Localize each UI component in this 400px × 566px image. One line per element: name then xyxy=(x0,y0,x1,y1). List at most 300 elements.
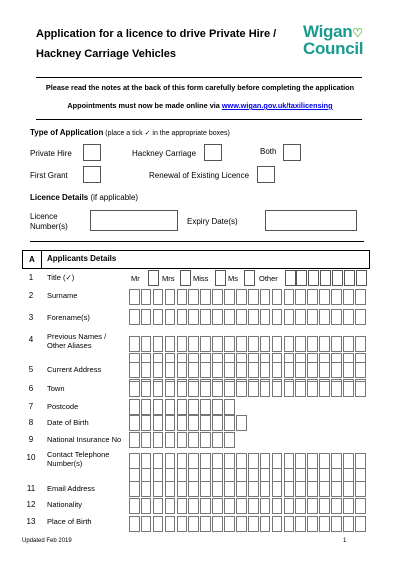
character-box[interactable] xyxy=(307,498,318,514)
character-box[interactable] xyxy=(200,381,211,397)
character-box[interactable] xyxy=(272,498,283,514)
row-number: 5 xyxy=(28,365,34,374)
licence-number-label xyxy=(30,212,68,232)
character-box[interactable] xyxy=(295,289,306,305)
character-box[interactable] xyxy=(188,415,199,431)
character-box[interactable] xyxy=(200,362,211,378)
title-tick-box[interactable] xyxy=(285,270,296,286)
character-box[interactable] xyxy=(165,516,176,532)
character-box[interactable] xyxy=(355,289,366,305)
form-title xyxy=(36,24,296,64)
notes-line2-text: Appointments must now be made online via xyxy=(67,101,222,110)
logo-text-council: Council xyxy=(303,39,364,58)
title-option-mr: Mr xyxy=(131,274,140,283)
divider xyxy=(30,241,364,242)
character-box[interactable] xyxy=(248,309,259,325)
character-box[interactable] xyxy=(284,516,295,532)
row-label-postcode: Postcode xyxy=(47,402,79,411)
row-label-email: Email Address xyxy=(47,484,95,493)
character-box[interactable] xyxy=(224,289,235,305)
character-box[interactable] xyxy=(319,381,330,397)
character-box[interactable] xyxy=(355,453,366,469)
row-label-title: Title (✓) xyxy=(47,273,75,282)
character-box[interactable] xyxy=(212,432,223,448)
form-title-line2: Hackney Carriage Vehicles xyxy=(36,48,177,60)
character-box[interactable] xyxy=(295,516,306,532)
character-box[interactable] xyxy=(212,453,223,469)
character-box[interactable] xyxy=(260,453,271,469)
character-box[interactable] xyxy=(284,498,295,514)
character-box[interactable] xyxy=(165,309,176,325)
row-number: 8 xyxy=(28,418,34,427)
character-box[interactable] xyxy=(343,309,354,325)
character-box[interactable] xyxy=(177,336,188,352)
previous-names-field[interactable] xyxy=(129,336,367,352)
character-box[interactable] xyxy=(236,289,247,305)
character-box[interactable] xyxy=(153,289,164,305)
character-box[interactable] xyxy=(224,381,235,397)
character-box[interactable] xyxy=(153,516,164,532)
title-tick-box[interactable] xyxy=(180,270,191,286)
character-box[interactable] xyxy=(343,516,354,532)
character-box[interactable] xyxy=(295,481,306,497)
character-box[interactable] xyxy=(129,432,140,448)
character-box[interactable] xyxy=(188,309,199,325)
character-box[interactable] xyxy=(153,498,164,514)
character-box[interactable] xyxy=(284,481,295,497)
character-box[interactable] xyxy=(284,336,295,352)
character-box[interactable] xyxy=(165,453,176,469)
character-box[interactable] xyxy=(129,498,140,514)
character-box[interactable] xyxy=(319,453,330,469)
row-label-surname: Surname xyxy=(47,291,78,300)
updated-date: Updated Feb 2019 xyxy=(22,538,72,544)
ni-number-field[interactable] xyxy=(129,432,236,448)
character-box[interactable] xyxy=(188,432,199,448)
character-box[interactable] xyxy=(141,415,152,431)
row-label-forenames: Forename(s) xyxy=(47,313,90,322)
character-box[interactable] xyxy=(295,381,306,397)
character-box[interactable] xyxy=(260,381,271,397)
character-box[interactable] xyxy=(307,362,318,378)
title-tick-box[interactable] xyxy=(296,270,307,286)
character-box[interactable] xyxy=(141,336,152,352)
character-box[interactable] xyxy=(224,399,235,415)
postcode-field[interactable] xyxy=(129,399,236,415)
character-box[interactable] xyxy=(343,289,354,305)
character-box[interactable] xyxy=(153,481,164,497)
character-box[interactable] xyxy=(248,362,259,378)
character-box[interactable] xyxy=(355,381,366,397)
character-box[interactable] xyxy=(248,289,259,305)
row-label-telephone: Contact Telephone Number(s) xyxy=(47,450,110,468)
character-box[interactable] xyxy=(188,453,199,469)
character-box[interactable] xyxy=(319,362,330,378)
character-box[interactable] xyxy=(284,362,295,378)
row-label-place-of-birth: Place of Birth xyxy=(47,517,92,526)
character-box[interactable] xyxy=(331,362,342,378)
character-box[interactable] xyxy=(319,516,330,532)
character-box[interactable] xyxy=(260,481,271,497)
character-box[interactable] xyxy=(272,336,283,352)
character-box[interactable] xyxy=(141,498,152,514)
character-box[interactable] xyxy=(188,381,199,397)
character-box[interactable] xyxy=(129,399,140,415)
character-box[interactable] xyxy=(212,336,223,352)
renewal-checkbox[interactable] xyxy=(257,166,275,183)
character-box[interactable] xyxy=(165,362,176,378)
character-box[interactable] xyxy=(165,381,176,397)
character-box[interactable] xyxy=(200,399,211,415)
licence-details-heading xyxy=(30,193,138,202)
application-type-heading xyxy=(30,128,230,137)
character-box[interactable] xyxy=(236,453,247,469)
character-box[interactable] xyxy=(212,415,223,431)
character-box[interactable] xyxy=(200,415,211,431)
hackney-checkbox[interactable] xyxy=(204,144,222,161)
character-box[interactable] xyxy=(177,289,188,305)
private-hire-checkbox[interactable] xyxy=(83,144,101,161)
first-grant-checkbox[interactable] xyxy=(83,166,101,183)
character-box[interactable] xyxy=(355,516,366,532)
character-box[interactable] xyxy=(177,432,188,448)
row-label-date-of-birth: Date of Birth xyxy=(47,418,89,427)
surname-field[interactable] xyxy=(129,289,367,305)
character-box[interactable] xyxy=(153,399,164,415)
character-box[interactable] xyxy=(200,309,211,325)
taxi-licensing-link[interactable]: www.wigan.gov.uk/taxilicensing xyxy=(221,101,333,110)
character-box[interactable] xyxy=(331,336,342,352)
title-tick-box[interactable] xyxy=(148,270,159,286)
title-tick-box[interactable] xyxy=(215,270,226,286)
character-box[interactable] xyxy=(319,481,330,497)
licence-number-label-1: Licence xyxy=(30,212,58,221)
character-box[interactable] xyxy=(212,289,223,305)
character-box[interactable] xyxy=(260,336,271,352)
character-box[interactable] xyxy=(260,516,271,532)
character-box[interactable] xyxy=(307,516,318,532)
character-box[interactable] xyxy=(129,309,140,325)
character-box[interactable] xyxy=(188,516,199,532)
character-box[interactable] xyxy=(141,309,152,325)
character-box[interactable] xyxy=(343,381,354,397)
both-label: Both xyxy=(260,147,277,156)
character-box[interactable] xyxy=(224,498,235,514)
character-box[interactable] xyxy=(177,498,188,514)
divider xyxy=(36,77,362,78)
character-box[interactable] xyxy=(236,481,247,497)
character-box[interactable] xyxy=(307,381,318,397)
character-box[interactable] xyxy=(177,415,188,431)
character-box[interactable] xyxy=(141,516,152,532)
row-number: 4 xyxy=(28,335,34,344)
hackney-label: Hackney Carriage xyxy=(132,149,197,158)
character-box[interactable] xyxy=(177,516,188,532)
character-box[interactable] xyxy=(188,498,199,514)
character-box[interactable] xyxy=(295,498,306,514)
licence-number-label-2: Number(s) xyxy=(30,222,68,231)
character-box[interactable] xyxy=(248,516,259,532)
row-label-town: Town xyxy=(47,384,65,393)
character-box[interactable] xyxy=(153,362,164,378)
character-box[interactable] xyxy=(200,516,211,532)
title-tick-box[interactable] xyxy=(308,270,319,286)
character-box[interactable] xyxy=(141,289,152,305)
character-box[interactable] xyxy=(295,362,306,378)
character-box[interactable] xyxy=(188,289,199,305)
row-number: 13 xyxy=(26,517,36,526)
licence-details-title: Licence Details xyxy=(30,193,89,202)
character-box[interactable] xyxy=(295,453,306,469)
character-box[interactable] xyxy=(272,309,283,325)
character-box[interactable] xyxy=(236,498,247,514)
character-box[interactable] xyxy=(212,362,223,378)
character-box[interactable] xyxy=(307,481,318,497)
character-box[interactable] xyxy=(141,453,152,469)
character-box[interactable] xyxy=(260,498,271,514)
character-box[interactable] xyxy=(141,481,152,497)
form-title-line1: Application for a licence to drive Private Hire / xyxy=(36,28,277,40)
row-number: 2 xyxy=(28,291,34,300)
row-number: 3 xyxy=(28,313,34,322)
row-number: 10 xyxy=(26,453,36,462)
town-field[interactable] xyxy=(129,381,367,397)
character-box[interactable] xyxy=(177,309,188,325)
character-box[interactable] xyxy=(295,309,306,325)
character-box[interactable] xyxy=(153,453,164,469)
title-option-miss: Miss xyxy=(193,274,209,283)
character-box[interactable] xyxy=(343,362,354,378)
character-box[interactable] xyxy=(307,309,318,325)
character-box[interactable] xyxy=(307,289,318,305)
character-box[interactable] xyxy=(260,289,271,305)
character-box[interactable] xyxy=(200,453,211,469)
character-box[interactable] xyxy=(177,381,188,397)
character-box[interactable] xyxy=(200,498,211,514)
row-label-previous-names: Previous Names / Other Aliases xyxy=(47,332,107,350)
character-box[interactable] xyxy=(141,399,152,415)
character-box[interactable] xyxy=(319,498,330,514)
wigan-council-logo xyxy=(303,24,383,57)
telephone-field[interactable] xyxy=(129,453,367,469)
character-box[interactable] xyxy=(141,432,152,448)
character-box[interactable] xyxy=(153,415,164,431)
character-box[interactable] xyxy=(188,481,199,497)
character-box[interactable] xyxy=(200,336,211,352)
row-number: 11 xyxy=(26,484,36,493)
notes-line1: Please read the notes at the back of this form carefully before completing the application xyxy=(45,83,355,92)
character-box[interactable] xyxy=(319,309,330,325)
row-number: 1 xyxy=(28,273,34,282)
character-box[interactable] xyxy=(224,481,235,497)
character-box[interactable] xyxy=(355,336,366,352)
character-box[interactable] xyxy=(236,516,247,532)
character-box[interactable] xyxy=(272,381,283,397)
character-box[interactable] xyxy=(177,453,188,469)
nationality-field[interactable] xyxy=(129,498,367,514)
character-box[interactable] xyxy=(165,498,176,514)
character-box[interactable] xyxy=(165,432,176,448)
character-box[interactable] xyxy=(284,453,295,469)
character-box[interactable] xyxy=(177,481,188,497)
section-a-title: Applicants Details xyxy=(47,254,117,263)
title-tick-box[interactable] xyxy=(344,270,355,286)
title-tick-box[interactable] xyxy=(332,270,343,286)
first-grant-label: First Grant xyxy=(30,171,68,180)
logo-text-wigan: Wigan xyxy=(303,22,353,41)
character-box[interactable] xyxy=(248,498,259,514)
character-box[interactable] xyxy=(284,289,295,305)
application-type-title: Type of Application xyxy=(30,128,104,137)
character-box[interactable] xyxy=(236,415,247,431)
character-box[interactable] xyxy=(272,453,283,469)
renewal-label: Renewal of Existing Licence xyxy=(149,171,250,180)
character-box[interactable] xyxy=(224,362,235,378)
character-box[interactable] xyxy=(343,481,354,497)
character-box[interactable] xyxy=(153,309,164,325)
page-number: 1 xyxy=(343,538,347,544)
row-label-current-address: Current Address xyxy=(47,365,102,374)
heart-icon: ♡ xyxy=(352,26,363,40)
character-box[interactable] xyxy=(129,289,140,305)
email-field[interactable] xyxy=(129,481,367,497)
character-box[interactable] xyxy=(319,289,330,305)
section-a-letter: A xyxy=(29,255,35,264)
character-box[interactable] xyxy=(284,381,295,397)
character-box[interactable] xyxy=(141,362,152,378)
character-box[interactable] xyxy=(129,336,140,352)
character-box[interactable] xyxy=(212,309,223,325)
character-box[interactable] xyxy=(248,453,259,469)
character-box[interactable] xyxy=(331,453,342,469)
character-box[interactable] xyxy=(248,336,259,352)
character-box[interactable] xyxy=(177,399,188,415)
character-box[interactable] xyxy=(165,481,176,497)
character-box[interactable] xyxy=(224,309,235,325)
character-box[interactable] xyxy=(331,498,342,514)
character-box[interactable] xyxy=(165,415,176,431)
character-box[interactable] xyxy=(165,336,176,352)
character-box[interactable] xyxy=(319,336,330,352)
current-address-field[interactable] xyxy=(129,362,367,378)
character-box[interactable] xyxy=(272,481,283,497)
character-box[interactable] xyxy=(212,498,223,514)
character-box[interactable] xyxy=(153,381,164,397)
character-box[interactable] xyxy=(165,399,176,415)
character-box[interactable] xyxy=(129,381,140,397)
licence-details-hint: (if applicable) xyxy=(88,193,139,202)
title-tick-box[interactable] xyxy=(320,270,331,286)
row-number: 12 xyxy=(26,500,36,509)
character-box[interactable] xyxy=(212,399,223,415)
character-box[interactable] xyxy=(129,516,140,532)
row-number: 7 xyxy=(28,402,34,411)
character-box[interactable] xyxy=(331,481,342,497)
character-box[interactable] xyxy=(224,415,235,431)
date-of-birth-field[interactable] xyxy=(129,415,248,431)
character-box[interactable] xyxy=(188,336,199,352)
character-box[interactable] xyxy=(224,432,235,448)
character-box[interactable] xyxy=(355,498,366,514)
character-box[interactable] xyxy=(188,399,199,415)
title-option-ms: Ms xyxy=(228,274,238,283)
character-box[interactable] xyxy=(129,415,140,431)
character-box[interactable] xyxy=(200,432,211,448)
character-box[interactable] xyxy=(236,336,247,352)
character-box[interactable] xyxy=(272,289,283,305)
character-box[interactable] xyxy=(224,336,235,352)
character-box[interactable] xyxy=(129,453,140,469)
row-label-ni-number: National Insurance No xyxy=(47,435,122,444)
character-box[interactable] xyxy=(260,362,271,378)
character-box[interactable] xyxy=(331,289,342,305)
character-box[interactable] xyxy=(272,516,283,532)
character-box[interactable] xyxy=(153,432,164,448)
forenames-field[interactable] xyxy=(129,309,367,325)
character-box[interactable] xyxy=(331,516,342,532)
character-box[interactable] xyxy=(307,336,318,352)
character-box[interactable] xyxy=(224,516,235,532)
character-box[interactable] xyxy=(177,362,188,378)
character-box[interactable] xyxy=(355,362,366,378)
character-box[interactable] xyxy=(200,289,211,305)
character-box[interactable] xyxy=(272,362,283,378)
expiry-date-label: Expiry Date(s) xyxy=(187,217,238,226)
character-box[interactable] xyxy=(129,362,140,378)
character-box[interactable] xyxy=(260,309,271,325)
both-checkbox[interactable] xyxy=(283,144,301,161)
title-tick-box[interactable] xyxy=(356,270,367,286)
licence-number-field[interactable] xyxy=(90,210,178,231)
row-number: 6 xyxy=(28,384,34,393)
row-number: 9 xyxy=(28,435,34,444)
character-box[interactable] xyxy=(343,453,354,469)
character-box[interactable] xyxy=(307,453,318,469)
character-box[interactable] xyxy=(355,309,366,325)
expiry-date-field[interactable] xyxy=(265,210,357,231)
character-box[interactable] xyxy=(355,481,366,497)
character-box[interactable] xyxy=(212,516,223,532)
notes-line2 xyxy=(0,101,400,110)
character-box[interactable] xyxy=(188,362,199,378)
character-box[interactable] xyxy=(284,309,295,325)
row-label-nationality: Nationality xyxy=(47,500,83,509)
character-box[interactable] xyxy=(141,381,152,397)
character-box[interactable] xyxy=(129,481,140,497)
character-box[interactable] xyxy=(212,381,223,397)
character-box[interactable] xyxy=(295,336,306,352)
divider xyxy=(36,119,362,120)
place-of-birth-field[interactable] xyxy=(129,516,367,532)
character-box[interactable] xyxy=(236,362,247,378)
private-hire-label: Private Hire xyxy=(30,149,72,158)
character-box[interactable] xyxy=(212,481,223,497)
title-tick-box[interactable] xyxy=(244,270,255,286)
character-box[interactable] xyxy=(165,289,176,305)
character-box[interactable] xyxy=(236,381,247,397)
character-box[interactable] xyxy=(200,481,211,497)
application-type-hint: (place a tick ✓ in the appropriate boxes) xyxy=(103,130,230,137)
character-box[interactable] xyxy=(248,381,259,397)
character-box[interactable] xyxy=(224,453,235,469)
character-box[interactable] xyxy=(248,481,259,497)
character-box[interactable] xyxy=(331,309,342,325)
character-box[interactable] xyxy=(236,309,247,325)
character-box[interactable] xyxy=(343,336,354,352)
character-box[interactable] xyxy=(153,336,164,352)
character-box[interactable] xyxy=(331,381,342,397)
character-box[interactable] xyxy=(343,498,354,514)
